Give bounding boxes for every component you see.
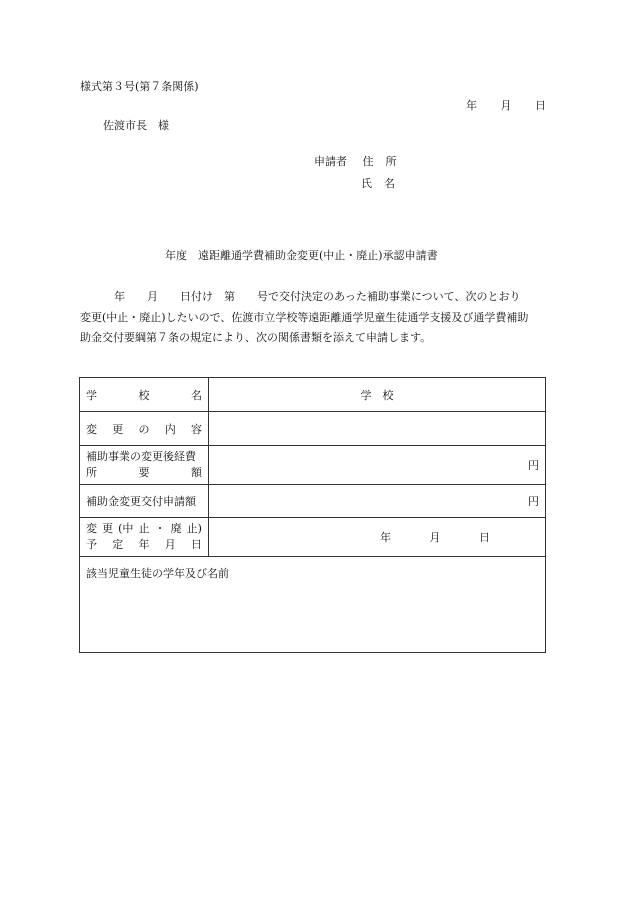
schedule-date-label: 変 更 (中 止 ・ 廃 止) 予 定 年 月 日 xyxy=(80,518,209,557)
students-row xyxy=(80,557,546,653)
changed-cost-label: 補助事業の変更後経費 所 要 額 xyxy=(80,446,209,485)
schedule-year: 年 xyxy=(380,531,391,544)
addressee: 佐渡市長 様 xyxy=(103,119,169,132)
schedule-day: 日 xyxy=(479,531,490,544)
schedule-date-row xyxy=(80,518,546,557)
date-month: 月 xyxy=(500,99,512,112)
application-form-table xyxy=(79,377,546,653)
body-line-2: 変更(中止・廃止)したいので、佐渡市立学校等遠距離通学児童生徒通学支援及び通学費補助 xyxy=(80,310,529,324)
grant-change-field[interactable] xyxy=(209,485,546,518)
changed-cost-row xyxy=(80,446,546,485)
applicant-address-line xyxy=(314,155,397,169)
grant-change-label: 補助金変更交付申請額 xyxy=(80,485,209,518)
school-name-label: 学 校 名 xyxy=(80,378,209,412)
students-label: 該当児童生徒の学年及び名前 xyxy=(86,567,229,580)
change-content-row xyxy=(80,412,546,446)
applicant-role: 申請者 xyxy=(314,155,347,168)
schedule-month: 月 xyxy=(429,531,441,544)
document-title: 年度 遠距離通学費補助金変更(中止・廃止)承認申請書 xyxy=(165,249,438,262)
body-line-3: 助金交付要綱第７条の規定により、次の関係書類を添えて申請します。 xyxy=(80,331,432,344)
students-field[interactable] xyxy=(80,557,546,653)
body-line-1: 年 月 日付け 第 号で交付決定のあった補助事業について、次のとおり xyxy=(114,290,521,303)
schedule-date-field[interactable] xyxy=(209,518,546,557)
date-day: 日 xyxy=(535,99,546,112)
applicant-name-line xyxy=(361,177,395,191)
yen-unit: 円 xyxy=(528,495,539,508)
school-name-row xyxy=(80,378,546,412)
change-content-label: 変 更 の 内 容 xyxy=(80,412,209,446)
form-number-label: 様式第３号(第７条関係) xyxy=(80,80,199,93)
application-date xyxy=(466,99,546,113)
yen-unit: 円 xyxy=(528,459,539,472)
address-label: 住 所 xyxy=(362,155,397,168)
changed-cost-field[interactable] xyxy=(209,446,546,485)
school-suffix: 学 校 xyxy=(360,388,394,402)
name-label: 氏 名 xyxy=(361,177,395,190)
school-name-field[interactable] xyxy=(209,378,546,412)
change-content-field[interactable] xyxy=(209,412,546,446)
date-year: 年 xyxy=(466,99,477,112)
application-body xyxy=(80,287,548,349)
grant-change-row xyxy=(80,485,546,518)
